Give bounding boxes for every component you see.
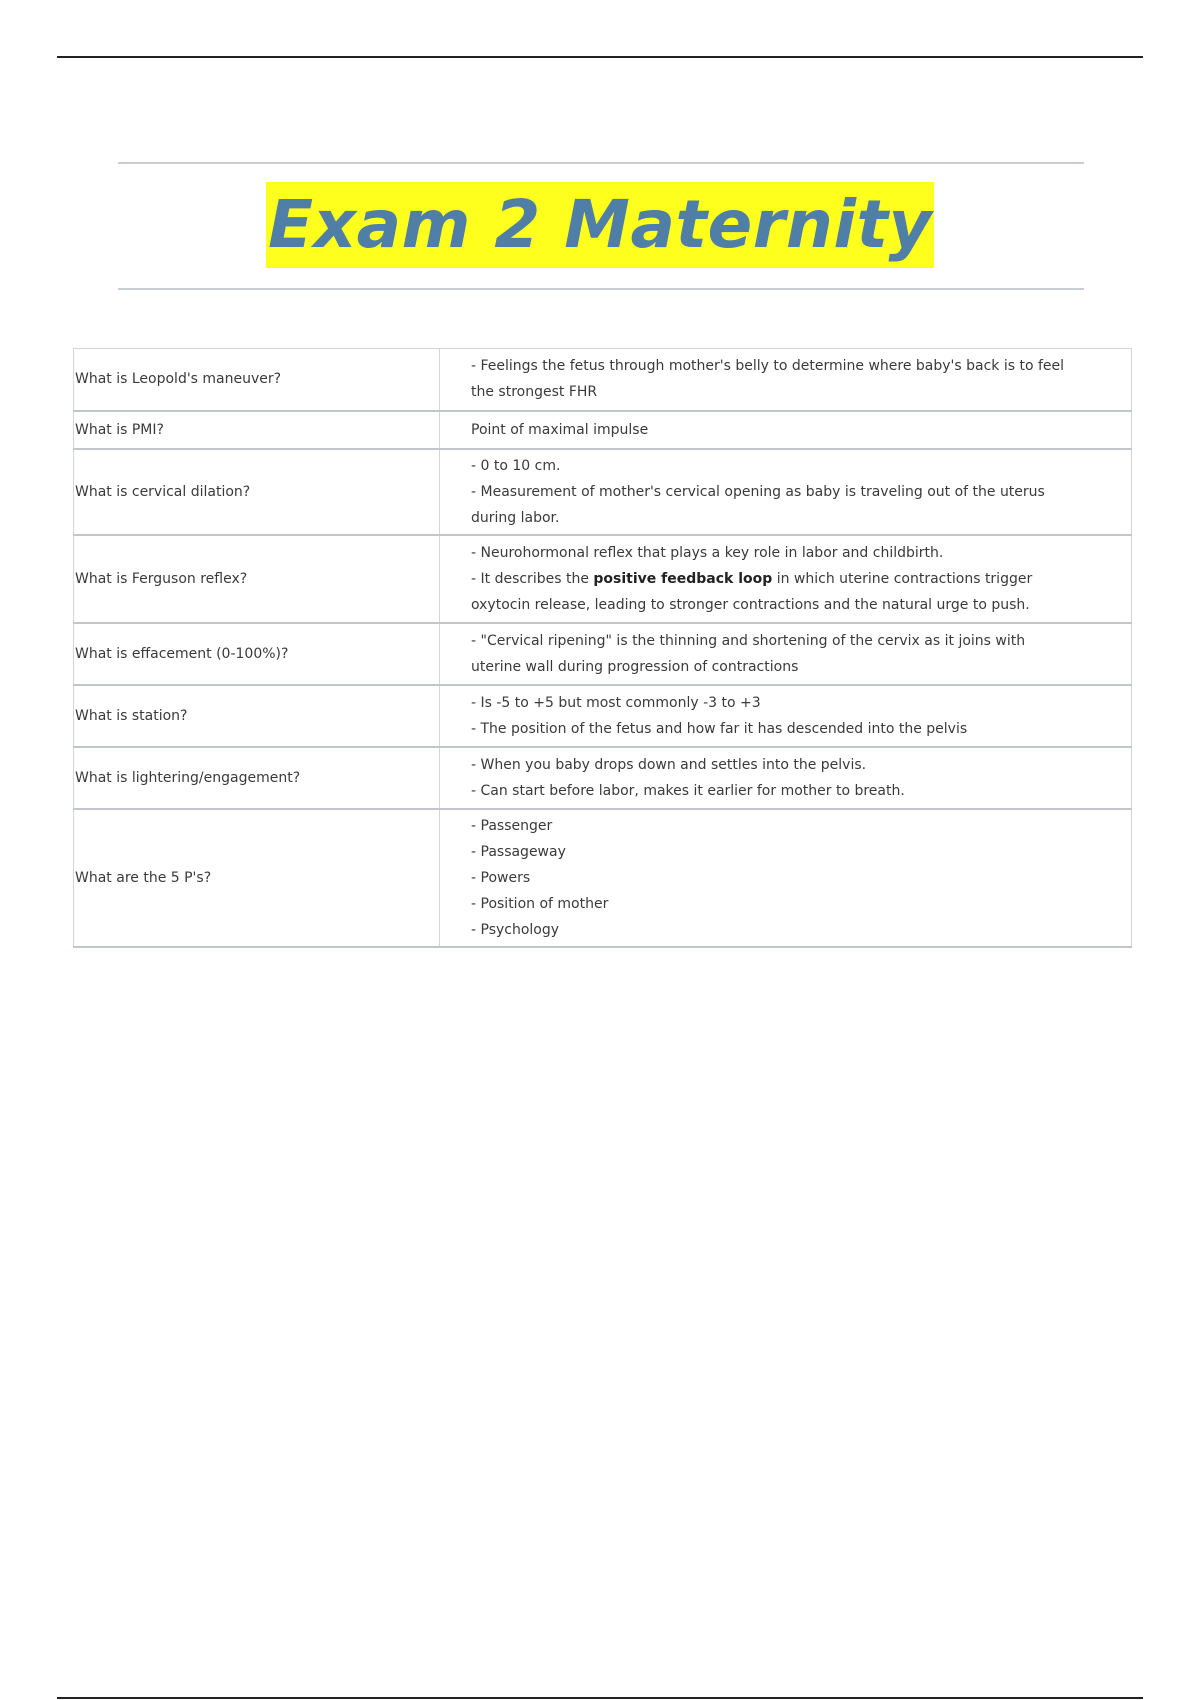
- answer-line: - Neurohormonal reflex that plays a key role in labor and childbirth.: [471, 544, 944, 561]
- title-upper-rule: [118, 162, 1084, 164]
- question-cell: What is lightering/engagement?: [74, 747, 440, 809]
- answer-line: - Psychology: [471, 921, 560, 938]
- answer-line: - 0 to 10 cm.: [471, 457, 561, 474]
- answer-line: - "Cervical ripening" is the thinning and shortening of the cervix as it joins with uterine wall during progression of contractions: [471, 632, 1026, 675]
- table-row: [74, 449, 1132, 535]
- answer-text: in which uterine contractions trigger oxytocin release, leading to stronger contractions and the natural urge to push.: [471, 570, 1033, 613]
- answer-bold-text: positive feedback loop: [593, 570, 773, 587]
- title-block: [0, 182, 1200, 268]
- answer-line: - The position of the fetus and how far it has descended into the pelvis: [471, 720, 968, 737]
- page-top-rule: [57, 56, 1143, 58]
- answer-line: - Passenger: [471, 817, 553, 834]
- table-row: [74, 747, 1132, 809]
- answer-cell: [440, 809, 1132, 947]
- answer-line: - Passageway: [471, 843, 566, 860]
- answer-line: Point of maximal impulse: [471, 421, 649, 438]
- question-cell: What is station?: [74, 685, 440, 747]
- answer-cell: [440, 747, 1132, 809]
- question-cell: What is Ferguson reflex?: [74, 535, 440, 623]
- answer-line: - When you baby drops down and settles into the pelvis.: [471, 756, 867, 773]
- answer-line: - Feelings the fetus through mother's belly to determine where baby's back is to feel the strongest FHR: [471, 358, 1065, 401]
- table-row: [74, 623, 1132, 685]
- table-row: [74, 349, 1132, 411]
- answer-cell: [440, 685, 1132, 747]
- question-cell: What is PMI?: [74, 411, 440, 449]
- answer-cell: [440, 449, 1132, 535]
- question-cell: What is cervical dilation?: [74, 449, 440, 535]
- answer-line: - Powers: [471, 869, 531, 886]
- answer-line: - Measurement of mother's cervical opening as baby is traveling out of the uterus during labor.: [471, 483, 1045, 526]
- table-row: [74, 535, 1132, 623]
- title-lower-rule: [118, 288, 1084, 290]
- answer-cell: [440, 623, 1132, 685]
- answer-line: - Is -5 to +5 but most commonly -3 to +3: [471, 694, 761, 711]
- document-title: Exam 2 Maternity: [266, 182, 934, 268]
- table-row: [74, 685, 1132, 747]
- answer-cell: [440, 349, 1132, 411]
- question-cell: What are the 5 P's?: [74, 809, 440, 947]
- qa-table: [73, 348, 1132, 948]
- table-row: [74, 411, 1132, 449]
- question-cell: What is effacement (0-100%)?: [74, 623, 440, 685]
- answer-cell: [440, 535, 1132, 623]
- answer-text: - It describes the: [471, 570, 594, 587]
- table-row: [74, 809, 1132, 947]
- page-bottom-rule: [57, 1697, 1143, 1699]
- answer-line-rich: [471, 566, 1071, 618]
- answer-cell: [440, 411, 1132, 449]
- question-cell: What is Leopold's maneuver?: [74, 349, 440, 411]
- answer-line: - Position of mother: [471, 895, 609, 912]
- answer-line: - Can start before labor, makes it earlier for mother to breath.: [471, 782, 905, 799]
